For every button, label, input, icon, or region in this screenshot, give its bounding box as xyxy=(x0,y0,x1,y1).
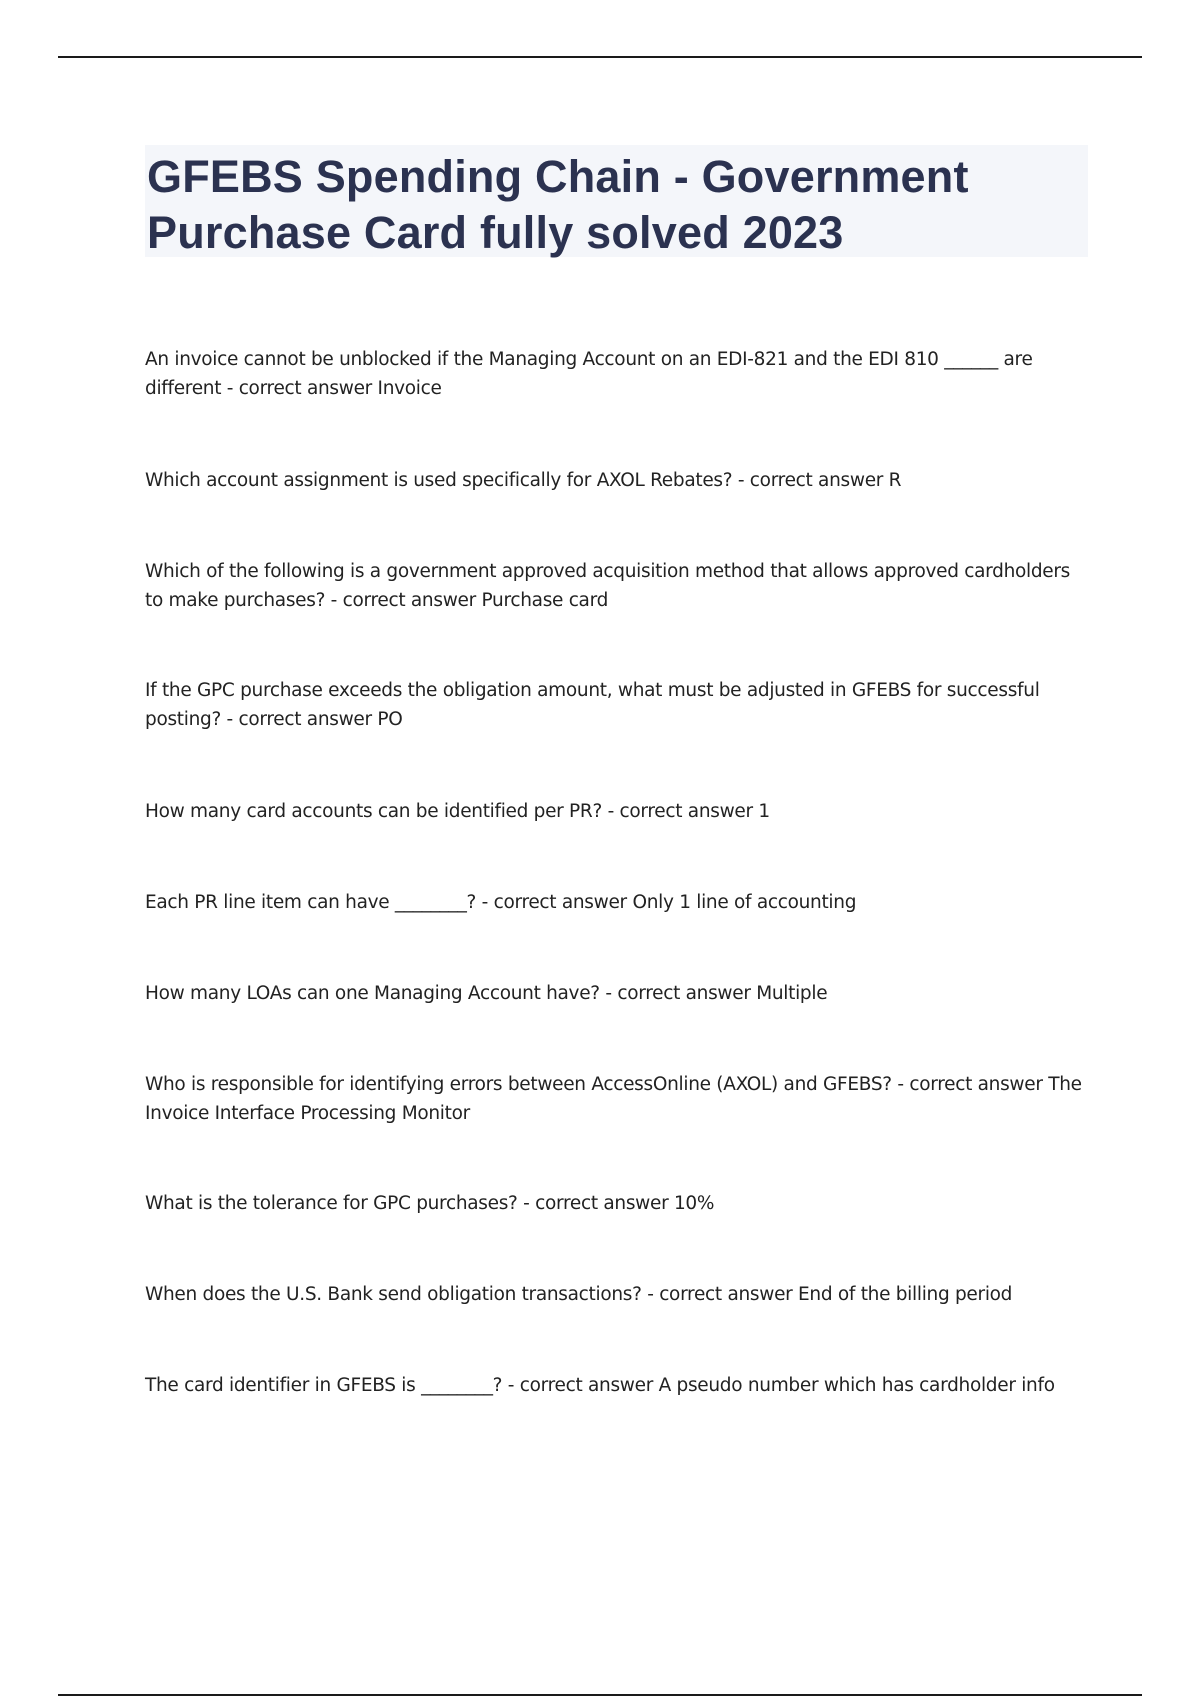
qa-item: Which of the following is a government approved acquisition method that allows approved cardholders to make purchases? - correct answer Purchase card xyxy=(145,561,1071,611)
title-banner xyxy=(145,145,1088,257)
qa-item: The card identifier in GFEBS is ________? - correct answer A pseudo number which has cardholder info xyxy=(145,1375,1055,1396)
bottom-rule xyxy=(58,1694,1142,1696)
qa-item: When does the U.S. Bank send obligation transactions? - correct answer End of the billing period xyxy=(145,1284,1013,1305)
top-rule xyxy=(58,56,1142,58)
qa-item: How many card accounts can be identified per PR? - correct answer 1 xyxy=(145,801,770,822)
qa-item: If the GPC purchase exceeds the obligation amount, what must be adjusted in GFEBS for successful posting? - correct answer PO xyxy=(145,680,1040,730)
qa-item: Who is responsible for identifying errors between AccessOnline (AXOL) and GFEBS? - correct answer The Invoice Interface Processing Monitor xyxy=(145,1074,1082,1124)
qa-item: An invoice cannot be unblocked if the Managing Account on an EDI-821 and the EDI 810 ______ are different - correct answer Invoice xyxy=(145,349,1033,399)
qa-item: Which account assignment is used specifically for AXOL Rebates? - correct answer R xyxy=(145,470,902,491)
qa-item: Each PR line item can have ________? - correct answer Only 1 line of accounting xyxy=(145,892,857,913)
qa-item: How many LOAs can one Managing Account have? - correct answer Multiple xyxy=(145,983,828,1004)
qa-item: What is the tolerance for GPC purchases? - correct answer 10% xyxy=(145,1193,715,1214)
document-title: GFEBS Spending Chain - Government Purchase Card fully solved 2023 xyxy=(147,151,969,258)
